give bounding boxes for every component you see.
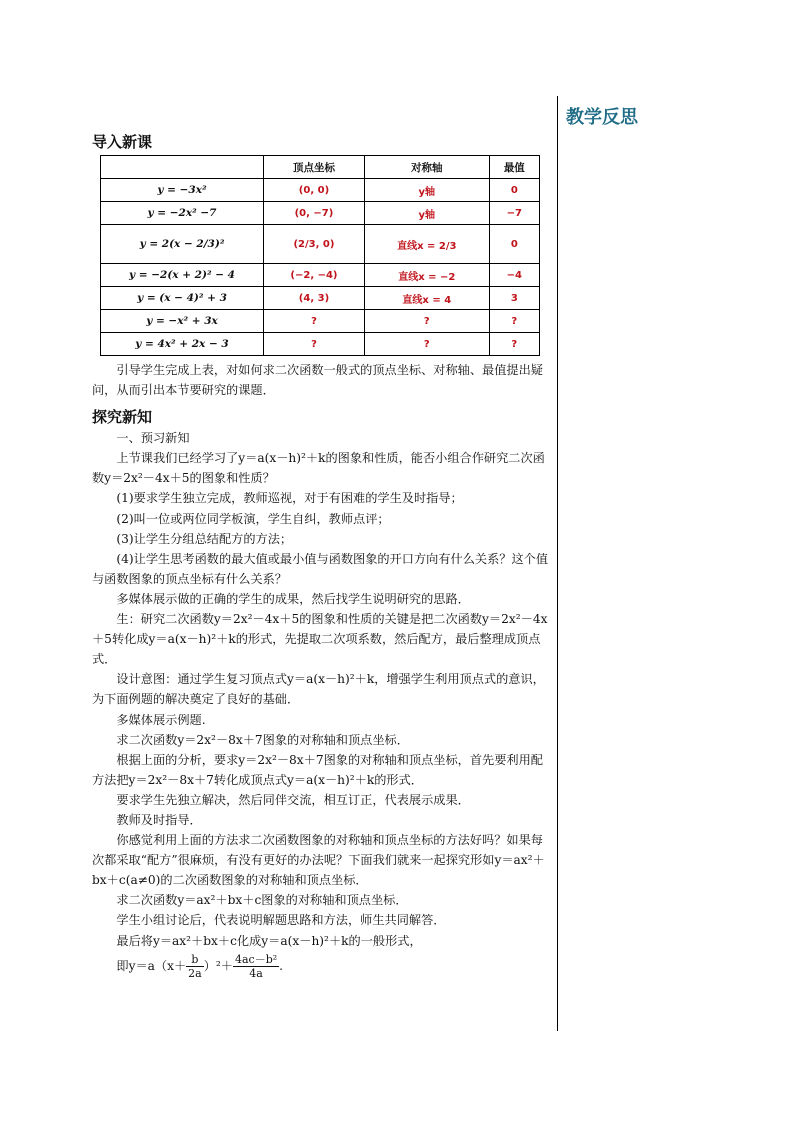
axis-cell: 直线x = 4 [364,287,489,310]
section-heading-intro: 导入新课 [92,133,153,151]
vertex-table [100,155,540,356]
paragraph: 教师及时指导． [116,812,202,827]
extreme-cell: −4 [489,264,539,287]
section-heading-explore: 探究新知 [92,408,153,427]
table-row [101,179,540,202]
paragraph: 一、预习新知 [116,431,190,446]
function-cell: y = −2x² −7 [101,202,264,225]
paragraph: 根据上面的分析，要求y＝2x²－8x＋7图象的对称轴和顶点坐标，首先要利用配方法把y＝2x²－8x＋7转化成顶点式y＝a(x－h)²＋k的形式． [92,752,543,787]
axis-cell: 直线x = 2/3 [364,225,489,264]
function-cell: y = 2(x − 2/3)² [101,225,264,264]
header-cell [101,156,264,179]
vertex-cell: (4, 3) [264,287,365,310]
axis-cell: y轴 [364,202,489,225]
fraction-k [233,953,279,980]
paragraph: 学生小组讨论后，代表说明解题思路和方法，师生共同解答． [116,913,446,928]
vertex-cell: (2/3, 0) [264,225,365,264]
header-cell: 最值 [489,156,539,179]
paragraph: 设计意图：通过学生复习顶点式y＝a(x－h)²＋k，增强学生利用顶点式的意识，为下面例题的解决奠定了良好的基础． [92,672,545,707]
vertex-cell: ? [264,333,365,356]
main-content [92,131,552,980]
extreme-cell: ? [489,333,539,356]
function-cell: y = −x² + 3x [101,310,264,333]
axis-cell: ? [364,310,489,333]
vertex-cell: (0, 0) [264,179,365,202]
axis-cell: y轴 [364,179,489,202]
function-cell: y = −2(x + 2)² − 4 [101,264,264,287]
paragraph: 要求学生先独立解决，然后同伴交流，相互订正，代表展示成果． [116,792,470,807]
formula-prefix: 即y＝a（x＋ [116,958,187,973]
paragraph: (3)让学生分组总结配方的方法； [116,531,293,546]
axis-cell: ? [364,333,489,356]
paragraph: 求二次函数y＝ax²＋bx＋c图象的对称轴和顶点坐标． [116,893,408,908]
header-cell: 对称轴 [364,156,489,179]
axis-cell: 直线x = −2 [364,264,489,287]
paragraph: (1)要求学生独立完成，教师巡视，对于有困难的学生及时指导； [116,491,463,506]
fraction-numerator: b [186,953,204,967]
vertex-cell: ? [264,310,365,333]
paragraph: 引导学生完成上表，对如何求二次函数一般式的顶点坐标、对称轴、最值提出疑问，从而引出本节要研究的课题． [92,363,543,398]
paragraph: 多媒体展示做的正确的学生的成果，然后找学生说明研究的思路． [116,591,470,606]
extreme-cell: −7 [489,202,539,225]
function-cell: y = (x − 4)² + 3 [101,287,264,310]
function-cell: y = 4x² + 2x − 3 [101,333,264,356]
paragraph: (2)叫一位或两位同学板演，学生自纠，教师点评； [116,511,390,526]
extreme-cell: 0 [489,179,539,202]
fraction-numerator: 4ac－b² [235,952,278,966]
fraction-denominator: 2a [188,966,202,980]
fraction-b-over-2a [186,953,204,980]
extreme-cell: ? [489,310,539,333]
formula-suffix: . [279,958,284,973]
margin-divider [557,96,558,1031]
paragraph: 最后将y＝ax²＋bx＋c化成y＝a(x－h)²＋k的一般形式， [116,933,422,948]
paragraph: (4)让学生思考函数的最大值或最小值与函数图象的开口方向有什么关系？这个值与函数图象的顶点坐标有什么关系？ [92,551,549,586]
vertex-cell: (0, −7) [264,202,365,225]
formula-mid: ）²＋ [203,958,233,973]
table-row [101,264,540,287]
table-row [101,310,540,333]
table-header-row [101,156,540,179]
table-row [101,333,540,356]
extreme-cell: 3 [489,287,539,310]
header-cell: 顶点坐标 [264,156,365,179]
vertex-cell: (−2, −4) [264,264,365,287]
table-row [101,287,540,310]
function-cell: y = −3x² [101,179,264,202]
fraction-denominator: 4a [249,966,263,980]
extreme-cell: 0 [489,225,539,264]
paragraph: 多媒体展示例题. [116,712,206,727]
table-row [101,202,540,225]
paragraph: 生：研究二次函数y＝2x²－4x＋5的图象和性质的关键是把二次函数y＝2x²－4x＋5转化成y＝a(x－h)²＋k的形式，先提取二次项系数，然后配方，最后整理成顶点式． [92,612,548,667]
paragraph: 求二次函数y＝2x²－8x＋7图象的对称轴和顶点坐标． [116,732,409,747]
paragraph: 你感觉利用上面的方法求二次函数图象的对称轴和顶点坐标的方法好吗？如果每次都采取“配方”很麻烦，有没有更好的办法呢？下面我们就来一起探究形如y＝ax²＋bx＋c(a≠0)的二次函数图象的对称轴和顶点坐标． [92,833,545,888]
table-row [101,225,540,264]
reflection-title: 教学反思 [566,107,638,128]
vertex-formula [92,953,552,980]
paragraph: 上节课我们已经学习了y＝a(x－h)²＋k的图象和性质，能否小组合作研究二次函数y＝2x²－4x＋5的图象和性质？ [92,451,545,486]
